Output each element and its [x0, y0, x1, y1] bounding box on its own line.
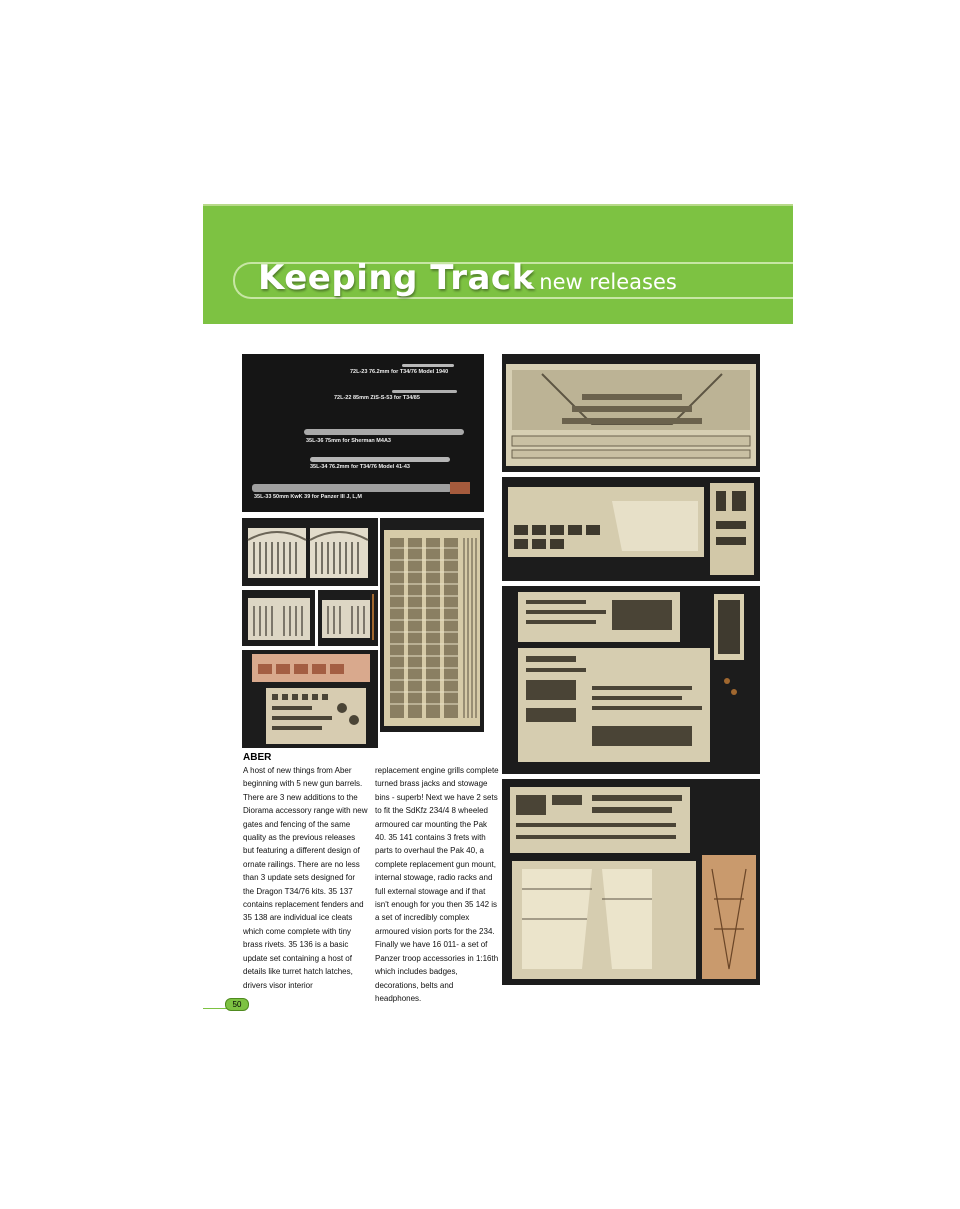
photo-gates — [242, 518, 378, 586]
barrel-label: 72L-23 76.2mm for T34/76 Model 1940 — [350, 369, 449, 375]
article-column-2: replacement engine grills complete turned brass jacks and stowage bins - superb! Next we have 2 sets to fit the SdKfz 234/4 8 wheeled armoured car mounting the Pak 40. 35 141 contains 3 frets with parts to overhaul the Pak 40, a complete replacement gun mount, internal stowage, radio racks and full external stowage and if that isn't enough for you then 35 142 is a set of incredibly complex armoured vision ports for the 234. Finally we have 16 011- a set of Panzer troop accessories in 1:16th which includes badges, decorations, belts and headphones. — [375, 766, 499, 1003]
photo-copper-fret — [242, 650, 378, 748]
page-subtitle: - new releases — [525, 270, 677, 294]
photo-update-set — [502, 477, 760, 581]
photo-gate-small-left — [242, 590, 315, 646]
barrel-label: 35L-34 76.2mm for T34/76 Model 41-43 — [310, 464, 410, 470]
barrel-label: 72L-22 85mm ZiS-S-53 for T34/85 — [334, 395, 420, 401]
barrel-label: 35L-36 75mm for Sherman M4A3 — [306, 438, 391, 444]
photo-gate-small-right — [318, 590, 378, 646]
page-title: Keeping Track — [258, 258, 535, 298]
photo-pak40-frets — [502, 586, 760, 774]
barrel-label: 35L-33 50mm KwK 39 for Panzer III J, L,M — [254, 494, 362, 500]
article-column-1: A host of new things from Aber beginning with 5 new gun barrels. There are 3 new additions to the Diorama accessory range with new gates and fencing of the same quality as the previous releases but featuring a different design of ornate railings. There are no less than 3 update sets designed for the Dragon T34/76 kits. 35 137 contains replacement fenders and 35 138 are individual ice cleats which come complete with tiny brass rivets. 35 136 is a basic update set containing a host of details like turret hatch latches, drivers visor interior — [243, 766, 368, 990]
header-banner — [203, 204, 793, 324]
page-number-badge — [203, 998, 245, 1010]
page-number-rule — [203, 1008, 227, 1009]
article-heading: ABER — [243, 752, 272, 763]
photo-gun-barrels — [242, 354, 484, 512]
photo-fenders-fret — [502, 354, 760, 472]
photo-troop-accessories — [502, 779, 760, 985]
page-number: 50 — [225, 998, 249, 1011]
photo-ice-cleats — [380, 518, 484, 732]
